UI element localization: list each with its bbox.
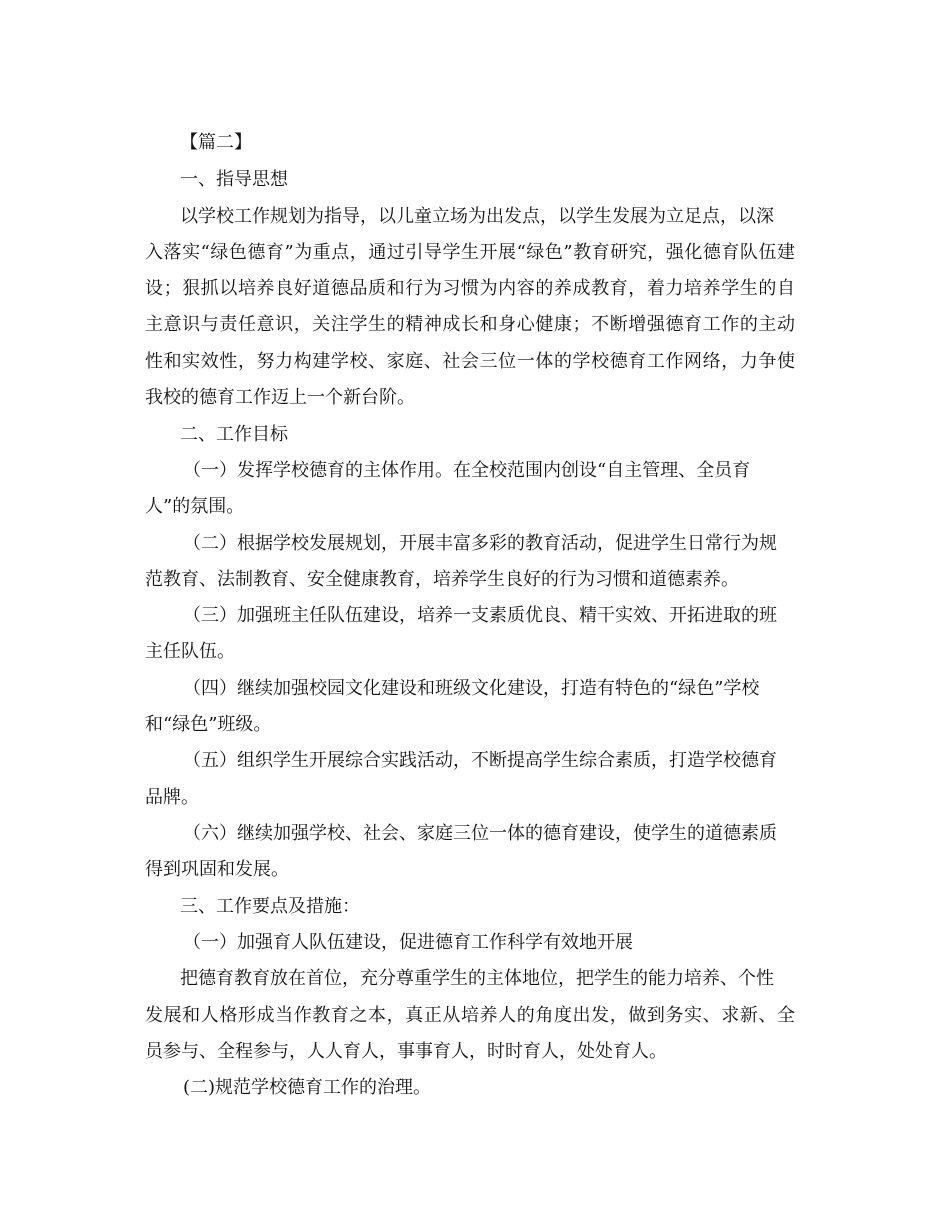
heading-guiding-ideology: 一、指导思想 bbox=[180, 169, 288, 190]
goal-item-line: （五）组织学生开展综合实践活动，不断提高学生综合素质，打造学校德育 bbox=[183, 750, 777, 771]
heading-work-measures: 三、工作要点及措施： bbox=[180, 896, 360, 917]
paragraph-line: 入落实“绿色德育”为重点，通过引导学生开展“绿色”教育研究，强化德育队伍建 bbox=[145, 242, 795, 263]
goal-item-line: （一）发挥学校德育的主体作用。在全校范围内创设“自主管理、全员育 bbox=[183, 460, 751, 481]
paragraph-line: 我校的德育工作迈上一个新台阶。 bbox=[145, 387, 415, 408]
paragraph-line: 员参与、全程参与，人人育人，事事育人，时时育人，处处育人。 bbox=[145, 1041, 667, 1062]
measure-title: (二)规范学校德育工作的治理。 bbox=[183, 1077, 432, 1098]
measure-title: （一）加强育人队伍建设，促进德育工作科学有效地开展 bbox=[183, 932, 633, 953]
goal-item-line: 范教育、法制教育、安全健康教育，培养学生良好的行为习惯和道德素养。 bbox=[145, 569, 739, 590]
goal-item-line: （三）加强班主任队伍建设，培养一支素质优良、精干实效、开拓进取的班 bbox=[183, 605, 777, 626]
section-label: 【篇二】 bbox=[180, 132, 252, 153]
goal-item-line: （六）继续加强学校、社会、家庭三位一体的德育建设，使学生的道德素质 bbox=[183, 823, 777, 844]
goal-item-line: （二）根据学校发展规划，开展丰富多彩的教育活动，促进学生日常行为规 bbox=[183, 533, 777, 554]
paragraph-line: 把德育教育放在首位，充分尊重学生的主体地位，把学生的能力培养、个性 bbox=[180, 968, 774, 989]
heading-work-goals: 二、工作目标 bbox=[180, 424, 288, 445]
paragraph-line: 性和实效性，努力构建学校、家庭、社会三位一体的学校德育工作网络，力争使 bbox=[145, 351, 795, 372]
goal-item-line: （四）继续加强校园文化建设和班级文化建设，打造有特色的“绿色”学校 bbox=[183, 678, 760, 699]
paragraph-line: 以学校工作规划为指导，以儿童立场为出发点，以学生发展为立足点，以深 bbox=[180, 206, 774, 227]
goal-item-line: 品牌。 bbox=[145, 787, 199, 808]
paragraph-line: 主意识与责任意识，关注学生的精神成长和身心健康；不断增强德育工作的主动 bbox=[145, 314, 795, 335]
paragraph-line: 设；狠抓以培养良好道德品质和行为习惯为内容的养成教育，着力培养学生的自 bbox=[145, 278, 795, 299]
goal-item-line: 人”的氛围。 bbox=[145, 496, 245, 517]
goal-item-line: 和“绿色”班级。 bbox=[145, 714, 272, 735]
goal-item-line: 主任队伍。 bbox=[145, 641, 235, 662]
paragraph-line: 发展和人格形成当作教育之本，真正从培养人的角度出发，做到务实、求新、全 bbox=[145, 1005, 795, 1026]
goal-item-line: 得到巩固和发展。 bbox=[145, 859, 289, 880]
